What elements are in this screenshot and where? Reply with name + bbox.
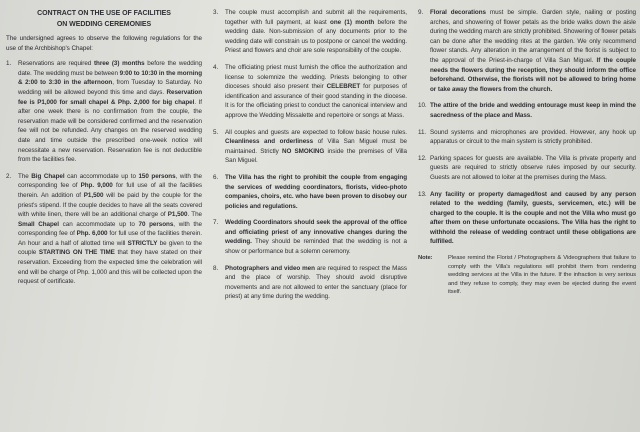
rule-text-run: Sound systems and microphones are provided. However, any hook up apparatus or circuit to the main system is strictly prohibited. xyxy=(430,128,636,146)
rule-item-6 xyxy=(213,173,407,211)
rule-text-bold: CELEBRET xyxy=(326,83,361,91)
rule-item-5 xyxy=(213,128,407,166)
rule-number: 9. xyxy=(418,9,424,16)
note-label: Note: xyxy=(418,255,433,262)
rule-text xyxy=(225,264,407,302)
rule-number: 13. xyxy=(418,190,427,198)
rule-text-run: before the wedding date. Non-submission of any documents prior to the wedding date will constrain us to postpone or cancel the wedding. Priest and flowers and choir are sole responsibility of the couple. xyxy=(225,18,407,55)
rule-text-run: Reservations are required xyxy=(18,60,94,68)
rule-text-bold: If the couple needs the flowers during the reception, they should inform the office beforehand. Otherwise, the florists will not be allowed to bring home or take away the flowers from the church. xyxy=(430,56,636,93)
contract-note xyxy=(418,254,636,297)
rule-text-bold: 150 persons xyxy=(138,172,176,180)
rule-text-bold: P1,500 xyxy=(83,191,104,199)
rule-text xyxy=(18,172,202,287)
rule-text-bold: Php. 6,000 xyxy=(76,230,108,238)
rule-text-run: inside the premises of Villa San Miguel. xyxy=(225,147,407,165)
rule-text xyxy=(430,190,636,248)
contract-intro: The undersigned agrees to observe the following regulations for the use of the Archbishop's Chapel: xyxy=(6,35,202,52)
rule-number: 4. xyxy=(213,63,219,71)
rule-item-1 xyxy=(6,59,202,165)
rule-text-run: . If after one week there is no confirmation from the couple, the reservation made will be considered confirmed and the reservation fee will not be refunded. Any changes on the reserved wedding date and time outside the prescribed one-week notice will necessitate a new reservation. Reservation fee is not deductible from the facilities fee. xyxy=(18,98,202,164)
rule-text-bold: STRICTLY xyxy=(127,239,158,247)
rule-text-bold: Floral decorations xyxy=(430,9,486,16)
rule-number: 5. xyxy=(213,128,219,136)
note-text: Please remind the Florist / Photographers & Videographers that failure to comply with the Villa's regulations will prohibit them from rendering wedding services at the Villa in the future. If the infraction is very serious and they refuse to comply, they may even be ejected during the event itself. xyxy=(448,255,636,296)
rule-text-run: for full use of the facilities therein. An hour and a half of allotted time will xyxy=(18,230,202,247)
rule-number: 7. xyxy=(213,219,219,227)
column-2 xyxy=(213,8,407,428)
rule-number: 2. xyxy=(6,172,12,180)
rule-text xyxy=(225,173,407,211)
rule-item-11 xyxy=(418,128,636,147)
rule-text-run: be given to the couple xyxy=(18,239,202,257)
rule-text-run: before the wedding date. The wedding must be between xyxy=(18,60,202,77)
column-1 xyxy=(6,8,202,428)
rule-text-bold: one (1) month xyxy=(330,18,375,26)
rule-text-run: , from Tuesday to Saturday. No wedding will be allowed beyond this time and days. xyxy=(18,79,202,96)
rule-text xyxy=(225,8,407,56)
rule-text-run: The couple must accomplish and submit all the requirements, together with full payment, at least xyxy=(225,9,407,26)
rule-text-run: , with the corresponding fee of xyxy=(18,172,203,190)
rule-text-bold: 70 persons xyxy=(138,220,174,228)
rule-text-run: can accommodate up to xyxy=(58,220,139,228)
rule-text-run: must be simple. Garden style, nailing or posting arches, and showering of flower petals as the bride walks down the aisle during the wedding march are strictly prohibited. Showering of flower petals can be done after the wedding rites at the garden. We only recommend flower stands. Any alteration in the arrangement of the florist is subject to the approval of the Priest-in-charge of Villa San Miguel. xyxy=(430,9,637,64)
rule-text-run: can accommodate up to xyxy=(64,172,139,180)
rule-number: 8. xyxy=(213,264,219,272)
rule-item-2 xyxy=(6,172,202,287)
rule-item-10 xyxy=(418,101,636,120)
rule-item-13 xyxy=(418,190,636,248)
rule-number: 10. xyxy=(418,102,427,110)
rule-text-run: All couples and guests are expected to follow basic house rules. xyxy=(225,128,407,136)
rule-text xyxy=(225,218,407,256)
rule-text xyxy=(18,59,202,165)
rule-text-run: that they have stated on their reservation. Exceeding from the expected time the celebration will end will be charge of Php. 1,000 and this will be collected upon the request of certificate. xyxy=(18,249,202,286)
rule-text-bold: Php. 9,000 xyxy=(80,182,113,190)
rule-text-run: The officiating priest must furnish the office the authorization and license to solemnize the wedding. Priests belonging to other dioceses should also present their xyxy=(225,63,407,91)
rule-text-bold: Photographers and video men xyxy=(225,264,315,272)
rule-text-run: Parking spaces for guests are available. The Villa is private property and guests are required to strictly observe rules imposed by our security. Guests are not allowed to loiter at the premises during the Mass. xyxy=(430,154,636,181)
rule-text xyxy=(430,101,636,120)
rule-number: 3. xyxy=(213,9,219,16)
rule-text-bold: three (3) months xyxy=(93,60,145,68)
rule-text-run: The xyxy=(18,172,32,180)
rule-text-bold: Small Chapel xyxy=(18,220,59,228)
rule-item-7 xyxy=(213,218,407,256)
rule-item-3 xyxy=(213,8,407,56)
title-line-1: CONTRACT ON THE USE OF FACILITIES xyxy=(37,10,171,17)
rule-text-run: of Villa San Miguel must be maintained. Strictly xyxy=(225,138,407,155)
title-line-2: ON WEDDING CEREMONIES xyxy=(56,21,152,28)
rule-number: 12. xyxy=(418,154,427,162)
rule-number: 1. xyxy=(6,60,12,68)
rule-item-9 xyxy=(418,8,636,94)
rule-text-bold: STARTING ON THE TIME xyxy=(38,249,115,257)
rule-text-run: will be paid by the couple for the priest's stipend. If the couple decides to have all the seats covered with white linen, there will be an additional charge of xyxy=(18,191,202,219)
rule-item-12 xyxy=(418,154,636,183)
rule-text xyxy=(225,128,407,166)
rule-text-run: for purposes of identification and assurance of their good standing in the diocese. It is for the officiating priest to conduct the canonical interview and approve the Wedding Missalette and repertoire or songs at Mass. xyxy=(225,83,407,119)
rule-text xyxy=(430,154,636,183)
rule-text-bold: Wedding Coordinators should seek the approval of the office and officiating priest of any innovative changes during the wedding. xyxy=(225,219,407,246)
rule-text-bold: Big Chapel xyxy=(31,172,65,180)
rule-text-bold: Any facility or property damaged/lost and caused by any person related to the wedding (family, guests, servicemen, etc.) will be charged to the couple. It is the couple and not the Villa who must go after them on these unfortunate occasions. The Villa has the right to withhold the release of wedding contract until these obligations are fulfilled. xyxy=(430,190,636,246)
rule-text-bold: Reservation fee is P1,000 for small chapel & Php. 2,000 for big chapel xyxy=(18,88,202,106)
rule-text-bold: P1,500 xyxy=(167,211,188,219)
rule-number: 11. xyxy=(418,128,427,136)
rule-text-bold: Cleanliness and orderliness xyxy=(225,138,314,146)
rule-text xyxy=(430,128,636,147)
rule-text-bold: The attire of the bride and wedding entourage must keep in mind the sacredness of the place and Mass. xyxy=(430,102,636,119)
rule-text-run: are required to respect the Mass and the place of worship. They should avoid disruptive movements and are not allowed to enter the sanctuary (place for priest) at any time during the wedding. xyxy=(225,264,407,301)
rule-item-8 xyxy=(213,264,407,302)
rule-text-run: . The xyxy=(187,211,202,219)
rule-text-run: They should be reminded that the wedding is not a show or performance but a solemn ceremony. xyxy=(225,238,407,256)
column-3 xyxy=(418,8,636,428)
rule-text-bold: 9:00 to 10:30 in the morning & 2:00 to 3:30 in the afternoon xyxy=(18,69,202,87)
rule-number: 6. xyxy=(213,173,219,181)
contract-title xyxy=(6,8,202,30)
rule-text xyxy=(430,8,636,94)
rule-text xyxy=(225,63,407,121)
rule-text-bold: NO SMOKING xyxy=(281,147,325,155)
rule-item-4 xyxy=(213,63,407,121)
rule-text-run: , with the corresponding fee of xyxy=(18,220,203,238)
rule-text-run: for full use of all the facilities therein. An addition of xyxy=(18,182,202,199)
rule-text-bold: The Villa has the right to prohibit the couple from engaging the services of wedding coordinators, florists, video-photo companies, choirs, etc. who have been proven to disobey our policies and regulations. xyxy=(225,173,407,210)
